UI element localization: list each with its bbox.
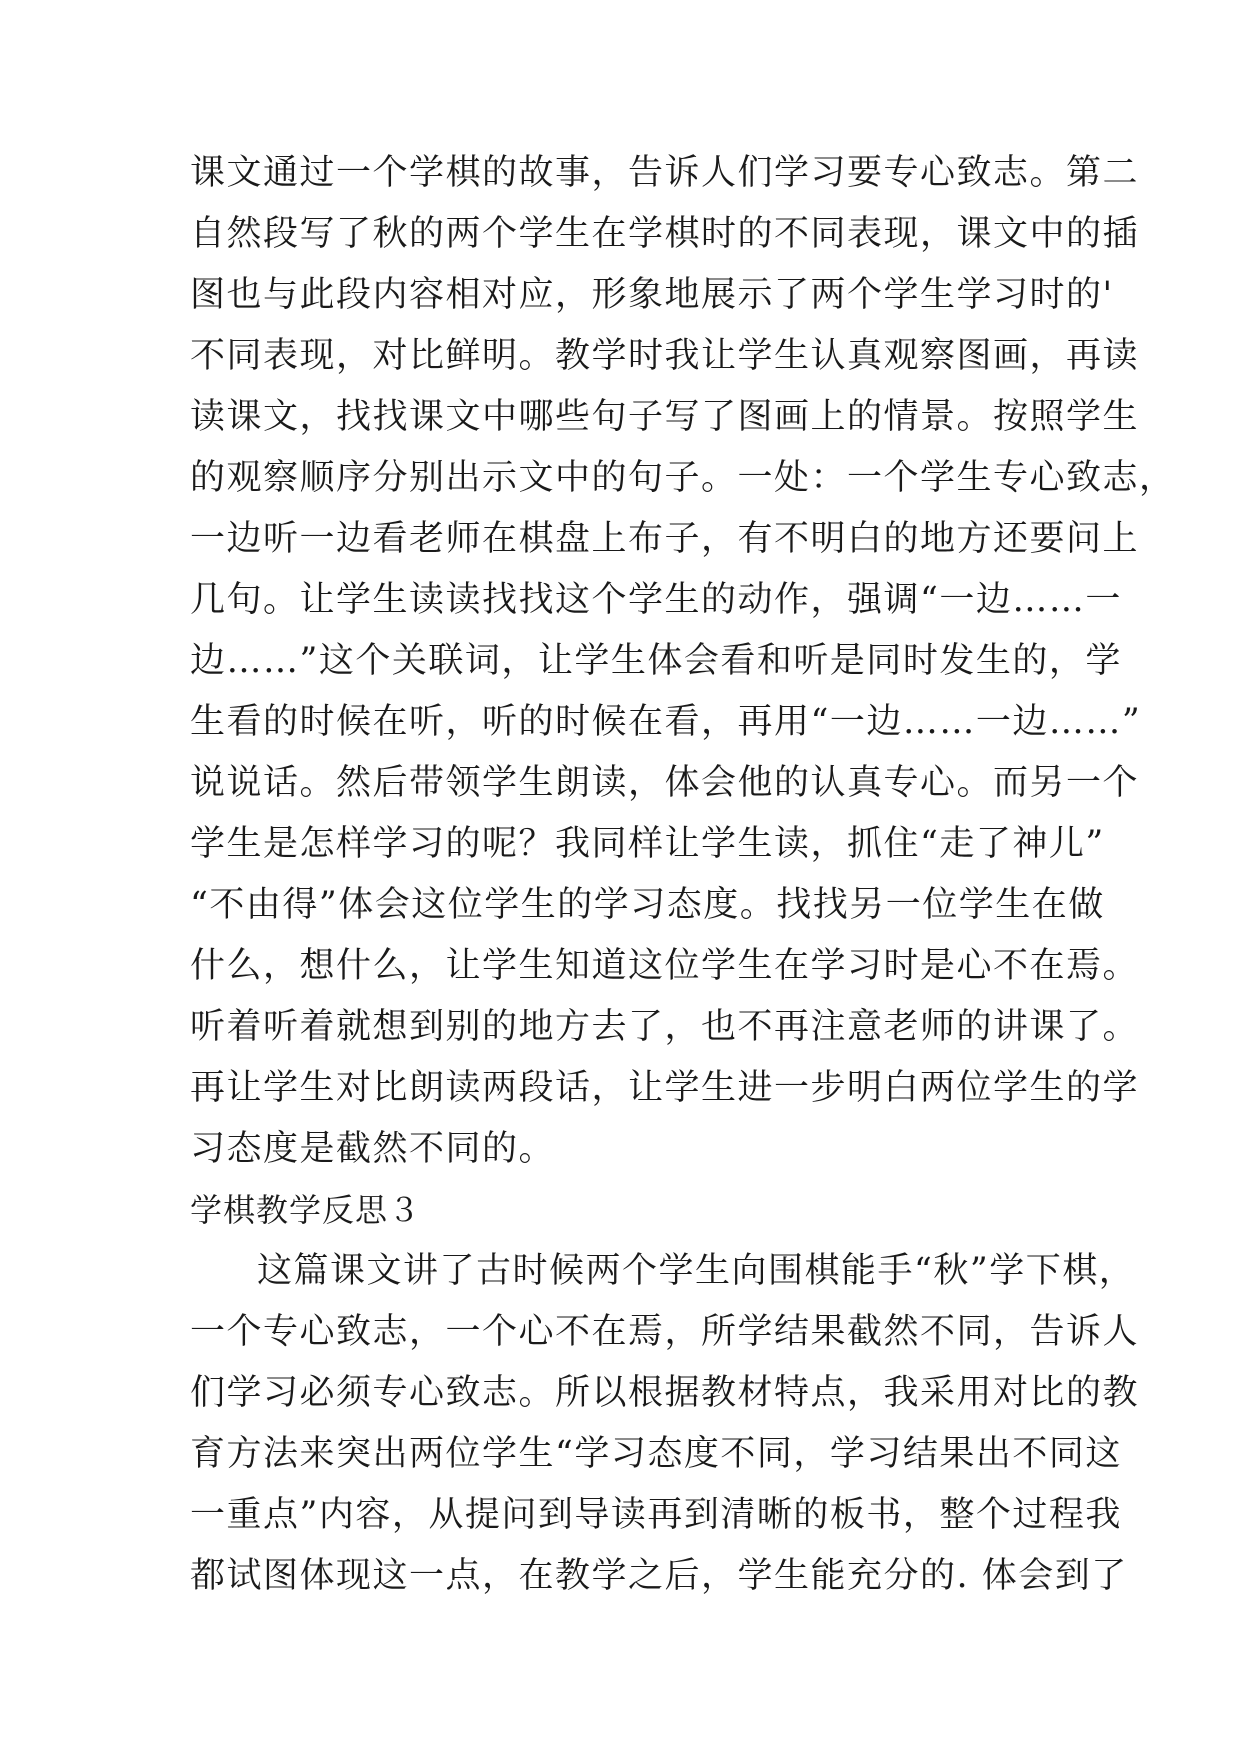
paragraph-2-line: 们学习必须专心致志。所以根据教材特点，我采用对比的教: [190, 1373, 1140, 1413]
paragraph-2-line: 这篇课文讲了古时候两个学生向围棋能手“秋”学下棋，: [257, 1251, 1136, 1291]
paragraph-1-line: 几句。让学生读读找找这个学生的动作，强调“一边……一: [190, 580, 1122, 620]
paragraph-1-line: 学生是怎样学习的呢？我同样让学生读，抓住“走了神儿”: [190, 824, 1105, 864]
paragraph-1-line: 课文通过一个学棋的故事，告诉人们学习要专心致志。第二: [190, 153, 1140, 193]
paragraph-2-line: 一个专心致志，一个心不在焉，所学结果截然不同，告诉人: [190, 1312, 1140, 1352]
paragraph-1-line: 再让学生对比朗读两段话，让学生进一步明白两位学生的学: [190, 1068, 1140, 1108]
paragraph-1-line: 习态度是截然不同的。: [190, 1129, 556, 1169]
paragraph-1-line: 边……”这个关联词，让学生体会看和听是同时发生的，学: [190, 641, 1122, 681]
paragraph-2-line: 一重点”内容，从提问到导读再到清晰的板书，整个过程我: [190, 1495, 1122, 1535]
paragraph-1-line: “不由得”体会这位学生的学习态度。找找另一位学生在做: [190, 885, 1105, 925]
paragraph-1-line: 图也与此段内容相对应，形象地展示了两个学生学习时的': [190, 275, 1114, 315]
paragraph-1-line: 不同表现，对比鲜明。教学时我让学生认真观察图画，再读: [190, 336, 1140, 376]
paragraph-1-line: 听着听着就想到别的地方去了，也不再注意老师的讲课了。: [190, 1007, 1140, 1047]
paragraph-1-line: 一边听一边看老师在棋盘上布子，有不明白的地方还要问上: [190, 519, 1140, 559]
paragraph-1-line: 读课文，找找课文中哪些句子写了图画上的情景。按照学生: [190, 397, 1140, 437]
section-heading: 学棋教学反思３: [190, 1191, 422, 1229]
paragraph-1-line: 的观察顺序分别出示文中的句子。一处：一个学生专心致志，: [190, 458, 1176, 498]
paragraph-2-line: 育方法来突出两位学生“学习态度不同，学习结果出不同这: [190, 1434, 1122, 1474]
paragraph-1-line: 生看的时候在听，听的时候在看，再用“一边……一边……”: [190, 702, 1142, 742]
paragraph-1-line: 说说话。然后带领学生朗读，体会他的认真专心。而另一个: [190, 763, 1140, 803]
paragraph-1-line: 自然段写了秋的两个学生在学棋时的不同表现，课文中的插: [190, 214, 1140, 254]
paragraph-2-line: 都试图体现这一点，在教学之后，学生能充分的. 体会到了: [190, 1556, 1128, 1596]
paragraph-1-line: 什么，想什么，让学生知道这位学生在学习时是心不在焉。: [190, 946, 1140, 986]
